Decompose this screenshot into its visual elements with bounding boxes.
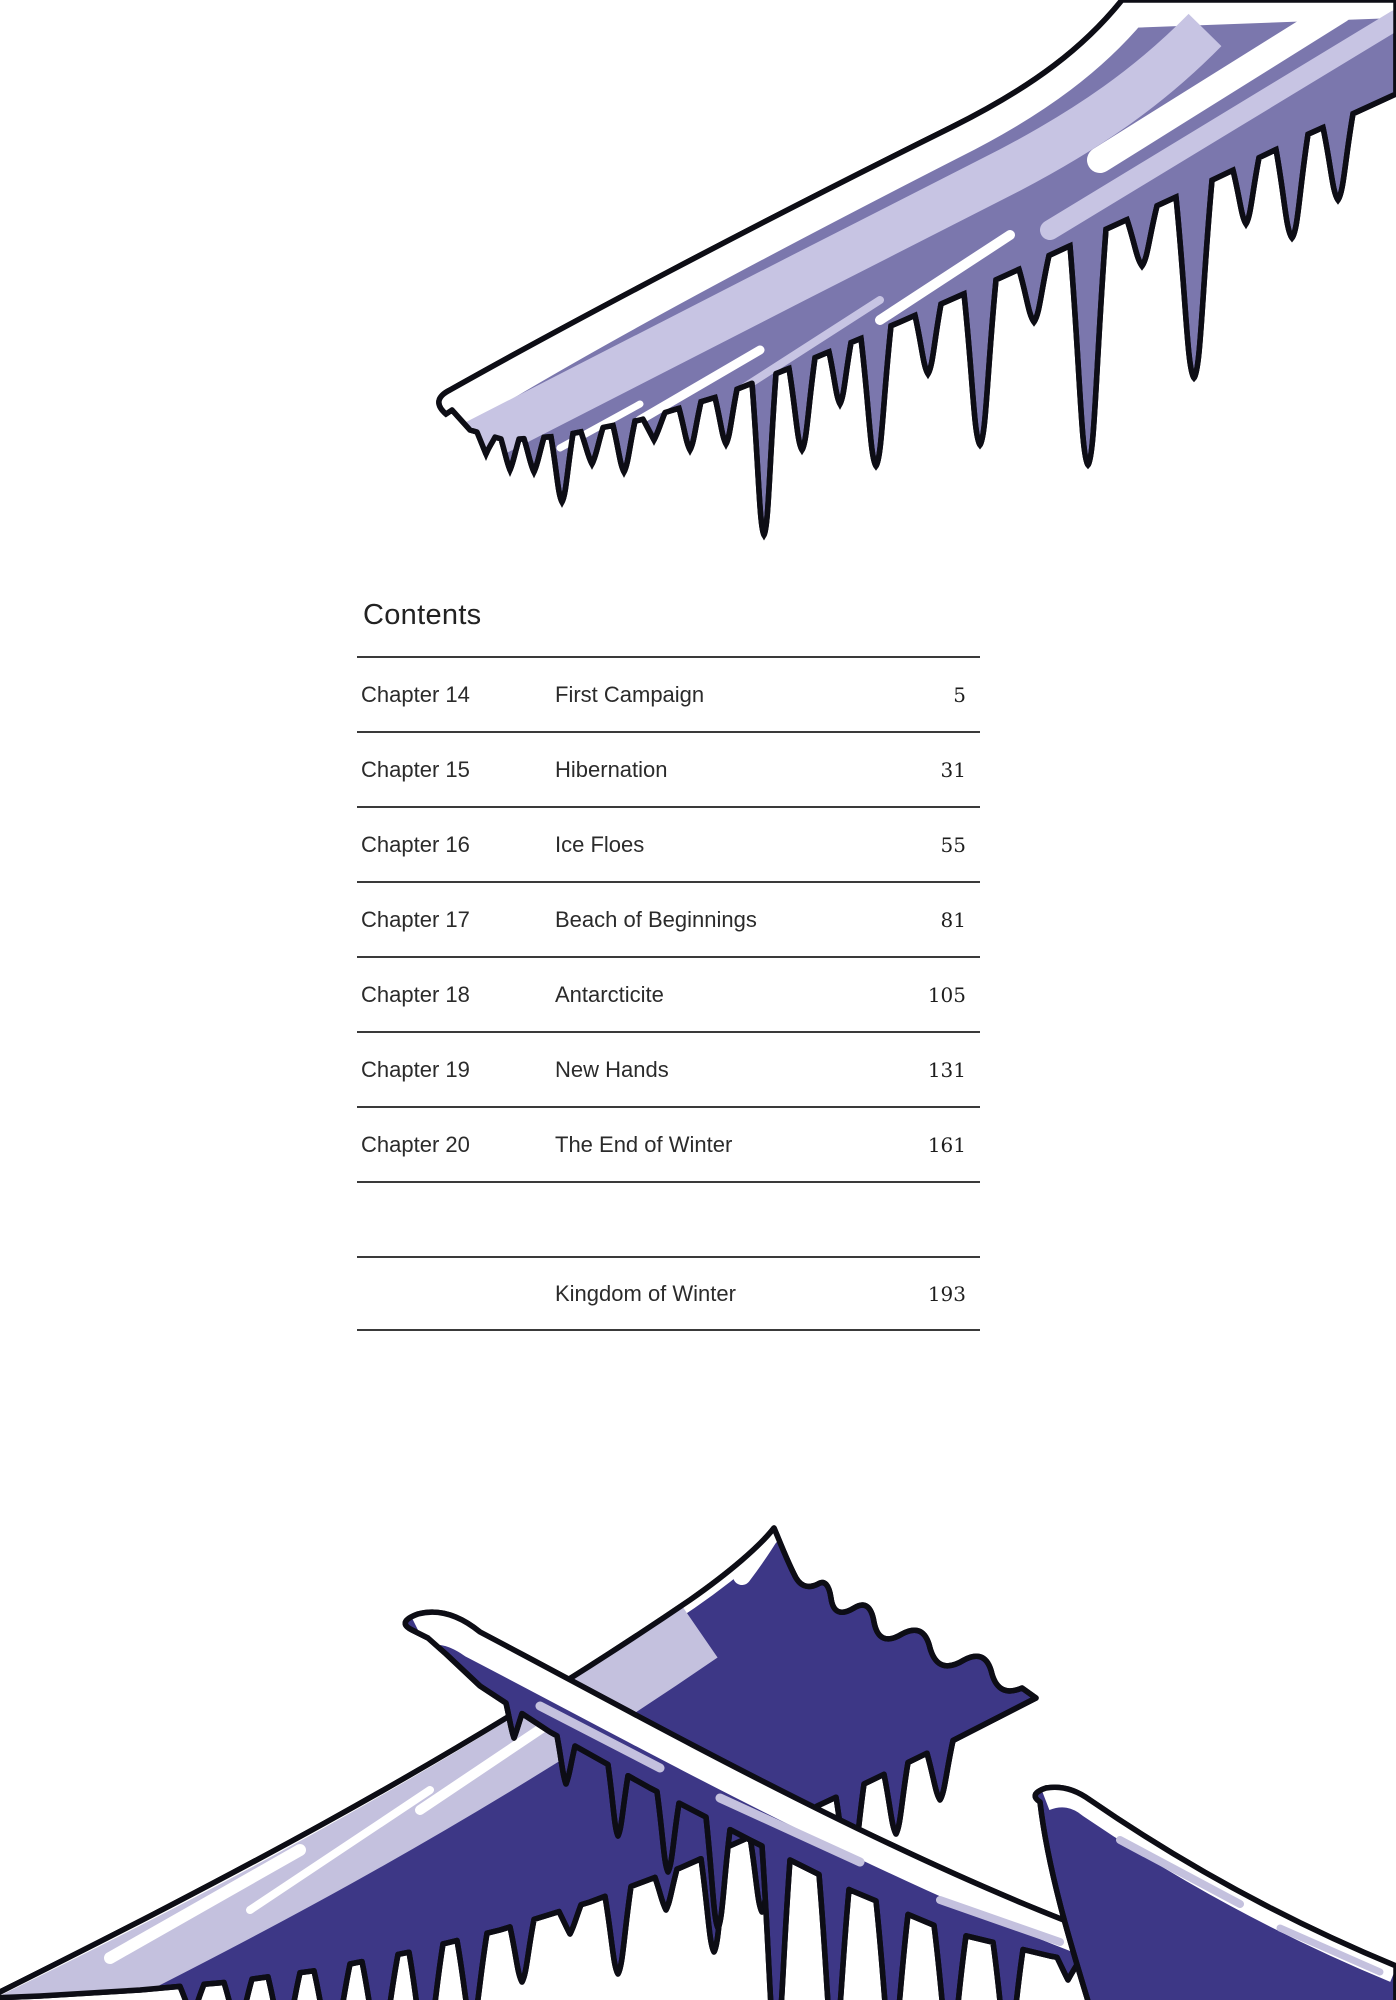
page-number: 105 bbox=[927, 982, 966, 1007]
toc-table bbox=[357, 656, 980, 1331]
page-number: 31 bbox=[940, 757, 966, 782]
corner-ice-ridge-shading bbox=[1044, 1792, 1396, 1972]
contents-section bbox=[357, 598, 980, 1331]
toc-row bbox=[357, 1031, 980, 1106]
page-number: 55 bbox=[940, 832, 966, 857]
chapter-label: Chapter 20 bbox=[361, 1131, 470, 1157]
page-number: 5 bbox=[953, 682, 966, 707]
icicle-ledge-shading bbox=[438, 0, 1396, 452]
toc-row bbox=[357, 1106, 980, 1181]
page-number: 131 bbox=[927, 1057, 966, 1082]
chapter-label: Chapter 15 bbox=[361, 756, 470, 782]
chapter-title: The End of Winter bbox=[555, 1131, 733, 1157]
icicle-ledge-shape bbox=[439, 0, 1396, 535]
toc-row bbox=[357, 731, 980, 806]
corner-ice-ridge-shape bbox=[1035, 1787, 1396, 2000]
toc-row bbox=[357, 806, 980, 881]
toc-spacer-row bbox=[357, 1181, 980, 1256]
kingdom-row bbox=[357, 1256, 980, 1331]
page-title: Contents bbox=[363, 599, 482, 631]
chapter-title: Hibernation bbox=[555, 756, 668, 782]
chapter-label: Chapter 19 bbox=[361, 1056, 470, 1082]
chapter-title: Kingdom of Winter bbox=[555, 1280, 736, 1306]
chapter-label: Chapter 16 bbox=[361, 831, 470, 857]
page-number: 81 bbox=[940, 907, 966, 932]
chapter-title: Ice Floes bbox=[555, 831, 645, 857]
toc-row bbox=[357, 956, 980, 1031]
bottom-icicles-illustration bbox=[0, 1480, 1396, 2000]
chapter-title: New Hands bbox=[555, 1056, 669, 1082]
page-number: 161 bbox=[927, 1132, 966, 1157]
top-icicles-illustration bbox=[0, 0, 1396, 570]
chapter-label: Chapter 18 bbox=[361, 981, 470, 1007]
right-ice-ridge-shape bbox=[405, 1612, 1342, 2000]
left-ice-ridge-shading bbox=[0, 1532, 772, 2000]
chapter-label: Chapter 17 bbox=[361, 906, 470, 932]
chapter-title: Beach of Beginnings bbox=[555, 906, 757, 932]
toc-row bbox=[357, 656, 980, 731]
right-ice-ridge-shading bbox=[416, 1621, 1340, 2000]
chapter-title: Antarcticite bbox=[555, 981, 664, 1007]
page-number: 193 bbox=[927, 1281, 966, 1306]
toc-row bbox=[357, 881, 980, 956]
left-ice-ridge-shape bbox=[0, 1528, 1036, 2000]
chapter-title: First Campaign bbox=[555, 681, 705, 707]
chapter-label: Chapter 14 bbox=[361, 681, 470, 707]
